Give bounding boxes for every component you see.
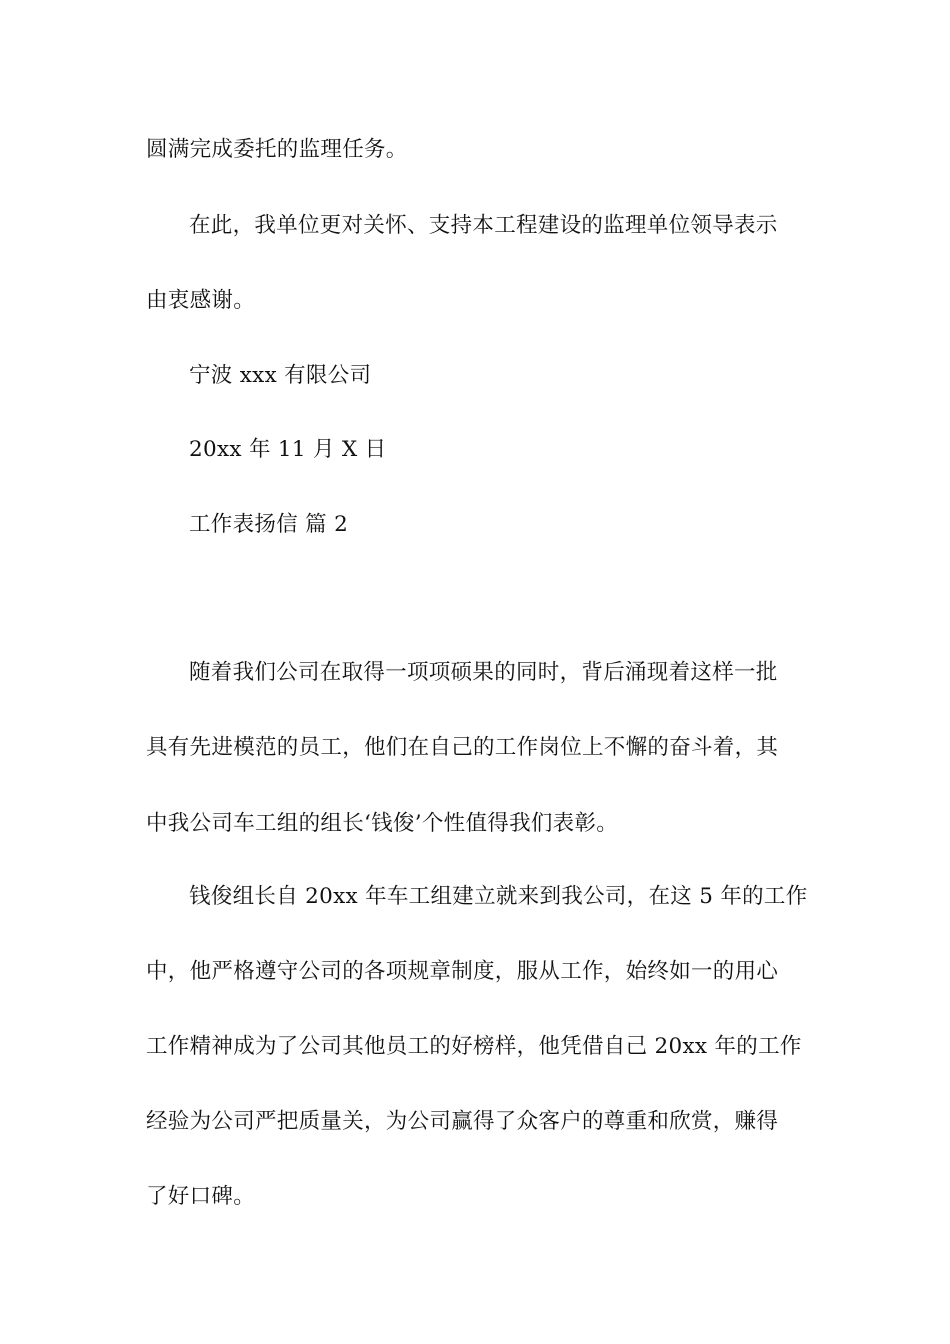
paragraph-line: 随着我们公司在取得一项项硕果的同时，背后涌现着这样一批: [189, 660, 778, 685]
signature-date: 20xx 年 11 月 X 日: [189, 437, 387, 462]
paragraph-line: 具有先进模范的员工，他们在自己的工作岗位上不懈的奋斗着，其: [146, 735, 779, 760]
paragraph-line: 在此，我单位更对关怀、支持本工程建设的监理单位领导表示: [189, 213, 778, 238]
paragraph-line: 工作精神成为了公司其他员工的好榜样，他凭借自己 20xx 年的工作: [146, 1034, 802, 1059]
section-heading: 工作表扬信 篇 2: [189, 512, 349, 537]
signature-company: 宁波 xxx 有限公司: [189, 363, 372, 388]
paragraph-line: 由衷感谢。: [146, 288, 256, 313]
paragraph-line: 钱俊组长自 20xx 年车工组建立就来到我公司，在这 5 年的工作: [189, 884, 808, 909]
paragraph-line: 中我公司车工组的组长‘钱俊’个性值得我们表彰。: [146, 811, 619, 836]
paragraph-line: 圆满完成委托的监理任务。: [146, 137, 408, 162]
paragraph-line: 了好口碑。: [146, 1184, 256, 1209]
paragraph-line: 中，他严格遵守公司的各项规章制度，服从工作，始终如一的用心: [146, 959, 779, 984]
paragraph-line: 经验为公司严把质量关，为公司赢得了众客户的尊重和欣赏，赚得: [146, 1109, 779, 1134]
